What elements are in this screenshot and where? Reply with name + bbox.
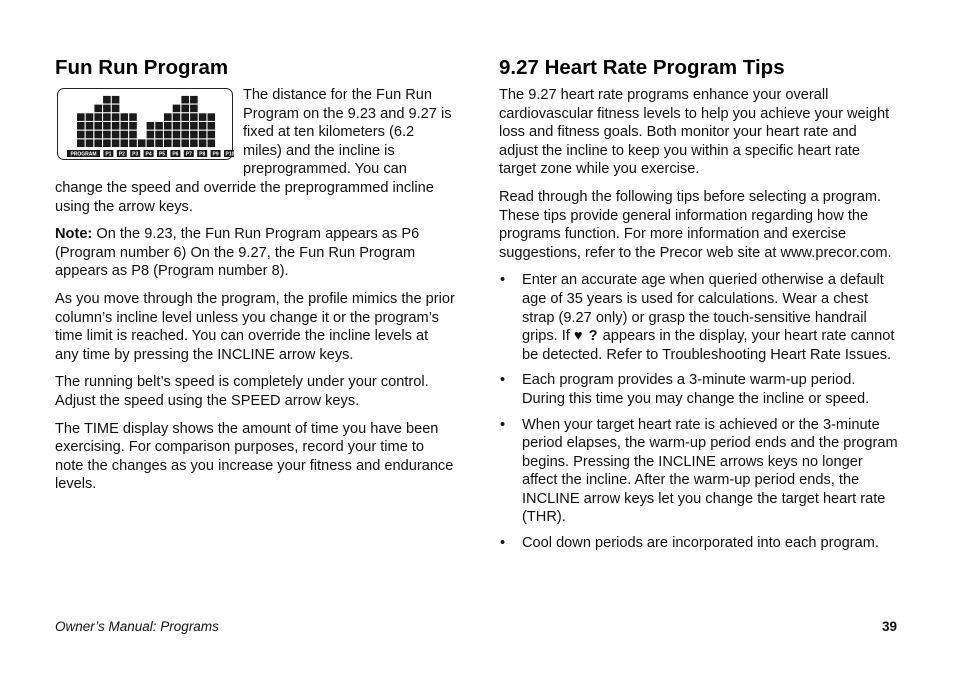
profile-led-block [112, 113, 120, 121]
list-item: • Cool down periods are incorporated into each program. [499, 534, 899, 553]
profile-led-block [181, 96, 189, 104]
profile-led-block [155, 139, 163, 147]
profile-led-block [173, 105, 181, 113]
program-profile-display [57, 88, 233, 160]
profile-led-block [173, 113, 181, 121]
profile-led-block [112, 131, 120, 139]
profile-led-block [121, 113, 129, 121]
profile-led-block [208, 131, 216, 139]
profile-led-block [77, 122, 85, 130]
program-label-p1: P1 [105, 151, 112, 158]
profile-led-block [129, 122, 137, 130]
program-label-p3: P3 [132, 151, 139, 158]
profile-led-block [190, 96, 198, 104]
profile-led-block [103, 122, 111, 130]
profile-led-block [129, 131, 137, 139]
profile-led-block [112, 139, 120, 147]
profile-led-block [94, 105, 102, 113]
profile-led-block [138, 139, 146, 147]
list-item: • When your target heart rate is achieved or the 3-minute period elapses, the warm-up period ends and the program begins. Pressing the INCLINE arrows keys no longer affect the incline. After the warm-up period ends, the INCLINE arrow keys let you change the target heart rate (THR). [499, 416, 899, 528]
profile-led-block [199, 139, 207, 147]
program-label-p7: P7 [185, 151, 192, 158]
program-label-p5: P5 [158, 151, 166, 158]
profile-led-block [155, 131, 163, 139]
fun-run-heading: Fun Run Program [55, 56, 229, 79]
profile-led-block [181, 131, 189, 139]
profile-led-block [190, 105, 198, 113]
profile-led-block [103, 96, 111, 104]
profile-led-block [208, 122, 216, 130]
right-column [499, 56, 899, 560]
fun-run-para-profile: As you move through the program, the profile mimics the prior column’s incline level unless you change it or the program’s time limit is reached. You can override the incline levels at any time by pressing the INCLINE arrow keys. [55, 290, 455, 363]
profile-led-block [121, 122, 129, 130]
profile-led-block [164, 131, 172, 139]
program-label-p10: P10 [225, 151, 234, 158]
program-label-p2: P2 [118, 151, 125, 158]
profile-led-block [181, 105, 189, 113]
footer-manual-title: Owner’s Manual: Programs [55, 619, 219, 634]
profile-led-block [112, 122, 120, 130]
profile-led-block [190, 113, 198, 121]
profile-led-block [181, 113, 189, 121]
profile-led-block [86, 113, 94, 121]
profile-led-block [190, 131, 198, 139]
profile-led-block [112, 105, 120, 113]
profile-led-block [199, 122, 207, 130]
bullet1-text-b: appears in the display, your heart rate cannot be detected. Refer to Troubleshooting Heart Rate Issues. [522, 328, 895, 363]
program-label-program: PROGRAM [70, 151, 97, 158]
profile-led-block [129, 139, 137, 147]
profile-led-block [77, 139, 85, 147]
profile-led-block [147, 139, 155, 147]
fun-run-note [55, 225, 455, 281]
profile-led-block [199, 131, 207, 139]
profile-led-block [103, 139, 111, 147]
profile-led-block [103, 131, 111, 139]
profile-graphic [58, 89, 234, 161]
profile-led-block [121, 131, 129, 139]
profile-led-block [112, 96, 120, 104]
program-label-p6: P6 [172, 151, 179, 158]
fun-run-para-time: The TIME display shows the amount of time you have been exercising. For comparison purposes, record your time to note the changes as you increase your fitness and endurance levels. [55, 420, 454, 493]
profile-led-block [173, 139, 181, 147]
profile-led-block [86, 139, 94, 147]
note-label: Note: [55, 226, 93, 243]
hr-tips-heading: 9.27 Heart Rate Program Tips [499, 56, 785, 79]
program-label-p9: P9 [212, 151, 219, 158]
profile-led-block [208, 139, 216, 147]
program-label-p4: P4 [145, 151, 152, 158]
profile-led-block [181, 139, 189, 147]
profile-led-block [164, 122, 172, 130]
profile-led-block [77, 131, 85, 139]
fun-run-intro: The distance for the Fun Run Program on the 9.23 and 9.27 is fixed at ten kilometers (6.2 miles) and the incline is preprogrammed. You can change the speed and override the preprogrammed incline using the arrow keys. [55, 87, 452, 215]
profile-led-block [147, 122, 155, 130]
profile-led-block [164, 113, 172, 121]
program-label-p8: P8 [199, 151, 206, 158]
profile-led-block [199, 113, 207, 121]
bullet1-text-a: Enter an accurate age when queried otherwise a default age of 35 years is used for calculations. Wear a chest strap (9.27 only) or grasp the touch-sensitive handrail grips. If [522, 272, 884, 345]
list-item: • Each program provides a 3-minute warm-up period. During this time you may change the incline or speed. [499, 371, 899, 408]
profile-led-block [94, 113, 102, 121]
fun-run-para-speed: The running belt’s speed is completely under your control. Adjust the speed using the SPEED arrow keys. [55, 374, 429, 409]
profile-led-block [103, 105, 111, 113]
profile-led-block [121, 139, 129, 147]
profile-led-block [173, 131, 181, 139]
profile-led-block [94, 131, 102, 139]
hr-tips-intro: The 9.27 heart rate programs enhance your overall cardiovascular fitness levels to help you achieve your weight loss and fitness goals. Both monitor your heart rate and adjust the incline to keep you within a specific heart rate target zone while you exercise. [499, 87, 890, 178]
profile-led-block [94, 122, 102, 130]
profile-led-block [164, 139, 172, 147]
profile-led-block [190, 122, 198, 130]
profile-led-block [86, 122, 94, 130]
profile-led-block [155, 122, 163, 130]
profile-led-block [94, 139, 102, 147]
profile-led-block [190, 139, 198, 147]
profile-led-block [208, 113, 216, 121]
hr-tips-list [499, 271, 899, 552]
left-column [55, 56, 455, 503]
profile-led-block [173, 122, 181, 130]
note-text: On the 9.23, the Fun Run Program appears as P6 (Program number 6) On the 9.27, the Fun Run Program appears as P8 (Program number 8). [55, 226, 420, 280]
profile-led-block [147, 131, 155, 139]
page-number: 39 [882, 619, 898, 634]
profile-led-block [103, 113, 111, 121]
list-item [499, 271, 899, 364]
profile-led-block [77, 113, 85, 121]
heart-question-icon: ♥ ? [573, 328, 599, 345]
profile-led-block [86, 131, 94, 139]
hr-tips-read-through: Read through the following tips before selecting a program. These tips provide general information regarding how the programs function. For more information and exercise suggestions, refer to the Precor web site at www.precor.com. [499, 188, 892, 261]
profile-led-block [129, 113, 137, 121]
profile-led-block [181, 122, 189, 130]
